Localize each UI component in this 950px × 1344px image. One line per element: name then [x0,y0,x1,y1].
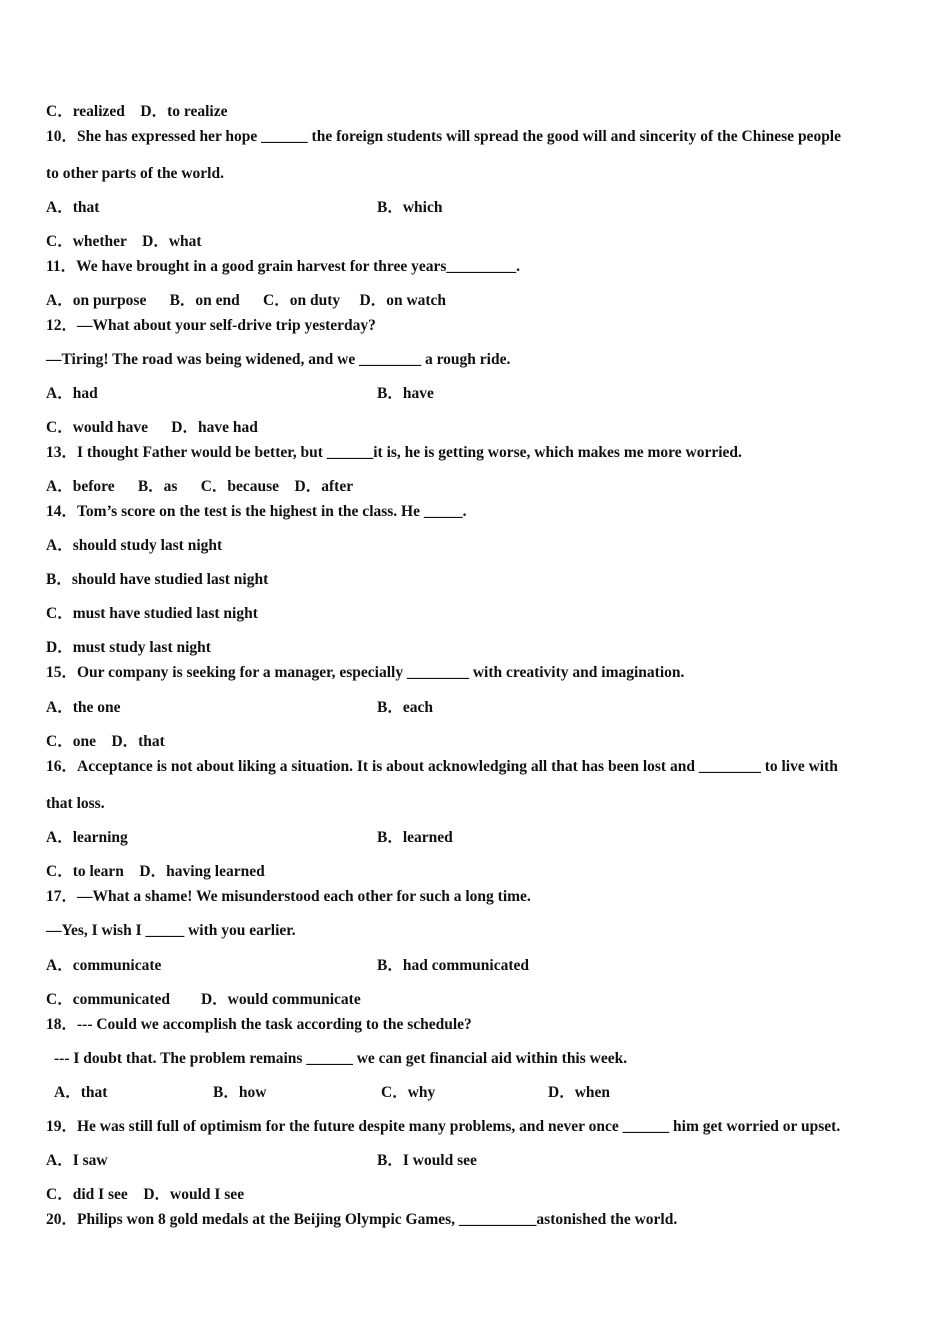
q13-options: A．before B．as C．because D．after [46,478,354,495]
q15-option-a: A．the one [46,699,121,716]
q19-options-cd: C．did I see D．would I see [46,1186,245,1203]
q12-options-cd: C．would have D．have had [46,419,258,436]
q14-stem: 14．Tom’s score on the test is the highest in the class. He _____. [46,503,467,520]
q12-option-a: A．had [46,385,98,402]
q17-option-b: B．had communicated [377,957,529,974]
q12-stem-line1: 12．—What about your self-drive trip yesterday? [46,317,376,334]
q16-option-b: B．learned [377,829,453,846]
q19-stem: 19．He was still full of optimism for the future despite many problems, and never once ______ him get worried or upset. [46,1118,841,1135]
q18-stem-line1: 18．--- Could we accomplish the task according to the schedule? [46,1016,472,1033]
q16-options-cd: C．to learn D．having learned [46,863,265,880]
q11-options: A．on purpose B．on end C．on duty D．on watch [46,292,447,309]
q14-option-c: C．must have studied last night [46,605,258,622]
q12-stem-line2: —Tiring! The road was being widened, and we ________ a rough ride. [46,351,511,368]
q15-option-b: B．each [377,699,433,716]
q11-stem: 11．We have brought in a good grain harvest for three years_________. [46,258,521,275]
q18-option-c: C．why [381,1084,436,1101]
q14-option-d: D．must study last night [46,639,211,656]
q17-option-a: A．communicate [46,957,162,974]
q20-stem: 20．Philips won 8 gold medals at the Beijing Olympic Games, __________astonished the world. [46,1211,678,1228]
q18-option-d: D．when [548,1084,611,1101]
q10-options-cd: C．whether D．what [46,233,202,250]
q14-option-a: A．should study last night [46,537,223,554]
q10-stem-line1: 10．She has expressed her hope ______ the foreign students will spread the good will and sincerity of the Chinese people [46,128,841,145]
q18-option-b: B．how [213,1084,267,1101]
q19-option-a: A．I saw [46,1152,108,1169]
q17-options-cd: C．communicated D．would communicate [46,991,361,1008]
q9-options-cd: C．realized D．to realize [46,103,228,120]
q13-stem: 13．I thought Father would be better, but ______it is, he is getting worse, which makes me more worried. [46,444,742,461]
q16-stem-line2: that loss. [46,795,105,812]
q12-option-b: B．have [377,385,434,402]
q15-stem: 15．Our company is seeking for a manager, especially ________ with creativity and imagination. [46,664,685,681]
q10-option-b: B．which [377,199,443,216]
q19-option-b: B．I would see [377,1152,477,1169]
q16-stem-line1: 16．Acceptance is not about liking a situation. It is about acknowledging all that has been lost and ________ to live with [46,758,838,775]
q15-options-cd: C．one D．that [46,733,165,750]
q16-option-a: A．learning [46,829,128,846]
q10-option-a: A．that [46,199,100,216]
q10-stem-line2: to other parts of the world. [46,165,224,182]
q17-stem-line2: —Yes, I wish I _____ with you earlier. [46,922,296,939]
q18-option-a: A．that [54,1084,108,1101]
q18-stem-line2: --- I doubt that. The problem remains ______ we can get financial aid within this week. [54,1050,628,1067]
q17-stem-line1: 17．—What a shame! We misunderstood each other for such a long time. [46,888,531,905]
q14-option-b: B．should have studied last night [46,571,269,588]
